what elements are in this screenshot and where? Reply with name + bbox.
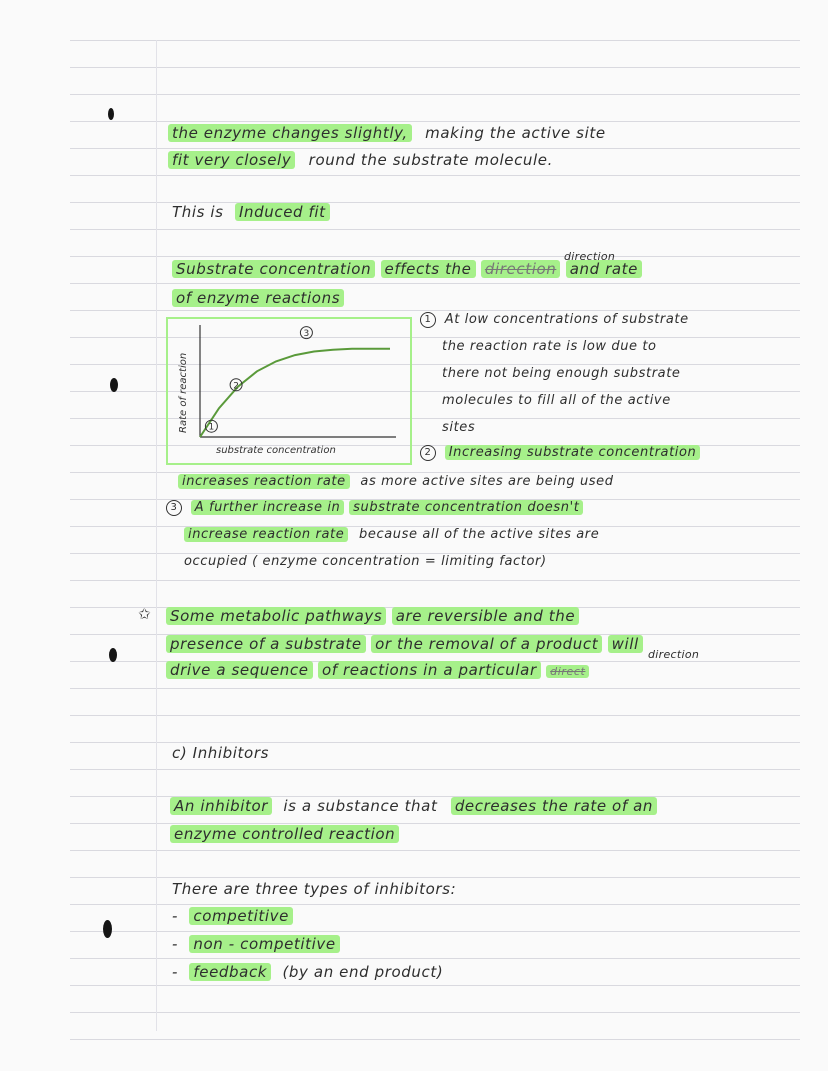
highlight: of enzyme reactions — [172, 289, 344, 307]
point-text: At low concentrations of substrate — [444, 312, 689, 327]
highlight: are reversible and the — [392, 607, 580, 625]
type-item — [172, 934, 340, 954]
highlight: fit very closely — [168, 151, 295, 169]
notes-text: (by an end product) — [282, 963, 444, 981]
x-axis-label: substrate concentration — [216, 445, 336, 456]
ruled-line — [70, 1039, 800, 1040]
point-3-line: occupied ( enzyme concentration = limiting factor) — [184, 554, 547, 569]
star-icon: ✩ — [138, 605, 152, 623]
hole-marker — [108, 108, 114, 120]
ruled-line — [70, 877, 800, 878]
point-number: 1 — [420, 312, 436, 328]
inhibitors-heading: c) Inhibitors — [172, 744, 270, 762]
highlight: of reactions in a particular — [318, 661, 541, 679]
ruled-line — [70, 283, 800, 284]
bullet: - — [172, 907, 179, 925]
struck-word: direction — [481, 260, 560, 278]
margin-line — [156, 40, 157, 1031]
highlight: competitive — [189, 907, 293, 925]
ruled-line — [70, 580, 800, 581]
ruled-line — [70, 688, 800, 689]
ruled-line — [70, 1012, 800, 1013]
struck-word: direct — [546, 665, 589, 678]
point-2-line — [178, 472, 614, 492]
inhibitor-definition-2 — [170, 824, 399, 844]
highlight: substrate concentration doesn't — [349, 500, 583, 515]
notes-line-3 — [172, 202, 330, 222]
rate-curve — [200, 349, 390, 437]
point-number: 3 — [166, 500, 182, 516]
notes-text: round the substrate molecule. — [308, 151, 553, 169]
notes-text: is a substance that — [283, 797, 438, 815]
heading-correction: direction — [564, 250, 616, 263]
notes-line-1 — [168, 123, 606, 143]
point-3 — [166, 498, 583, 518]
highlight: Increasing substrate concentration — [445, 445, 701, 460]
ruled-line — [70, 904, 800, 905]
highlight: Substrate concentration — [172, 260, 375, 278]
annotation-label: 1 — [208, 422, 215, 433]
rate-graph — [166, 317, 412, 465]
inhibitor-definition-1 — [170, 796, 657, 816]
annotation-label: 2 — [233, 381, 239, 392]
highlight: presence of a substrate — [166, 635, 366, 653]
highlight: non - competitive — [189, 935, 339, 953]
point-1-line: there not being enough substrate — [442, 366, 681, 381]
highlight: will — [608, 635, 643, 653]
highlight: decreases the rate of an — [451, 797, 657, 815]
ruled-line — [70, 121, 800, 122]
highlight: enzyme controlled reaction — [170, 825, 399, 843]
pathways-line-3 — [166, 660, 589, 682]
type-item — [172, 962, 443, 982]
point-3-line — [184, 525, 599, 545]
notes-text: This is — [172, 203, 224, 221]
pathways-line-2 — [166, 634, 643, 654]
point-number: 2 — [420, 445, 436, 461]
pathways-line-1 — [166, 606, 579, 626]
highlight: Some metabolic pathways — [166, 607, 386, 625]
highlight: Induced fit — [235, 203, 330, 221]
notes-text: making the active site — [425, 124, 606, 142]
highlight: effects the — [381, 260, 476, 278]
highlight: increases reaction rate — [178, 474, 350, 489]
ruled-line — [70, 850, 800, 851]
ruled-line — [70, 931, 800, 932]
ruled-line — [70, 229, 800, 230]
ruled-line — [70, 769, 800, 770]
ruled-line — [70, 67, 800, 68]
ruled-line — [70, 985, 800, 986]
highlight: or the removal of a product — [371, 635, 602, 653]
graph-frame — [167, 318, 411, 464]
substrate-heading-2 — [172, 288, 344, 308]
ruled-line — [70, 148, 800, 149]
ruled-line — [70, 94, 800, 95]
ruled-line — [70, 958, 800, 959]
point-2 — [420, 443, 700, 463]
point-1-line: the reaction rate is low due to — [442, 339, 657, 354]
highlight: An inhibitor — [170, 797, 272, 815]
point-1 — [420, 310, 689, 330]
y-axis-label: Rate of reaction — [178, 352, 189, 433]
ruled-line — [70, 256, 800, 257]
point-1-line: sites — [442, 420, 476, 435]
highlight: the enzyme changes slightly, — [168, 124, 412, 142]
ruled-line — [70, 715, 800, 716]
hole-marker — [103, 920, 112, 938]
ruled-line — [70, 175, 800, 176]
hole-marker — [110, 378, 118, 392]
ruled-line — [70, 40, 800, 41]
highlight: and rate — [566, 260, 642, 278]
highlight: A further increase in — [191, 500, 345, 515]
point-1-line: molecules to fill all of the active — [442, 393, 671, 408]
type-item — [172, 906, 293, 926]
annotation-label: 3 — [303, 329, 310, 340]
bullet: - — [172, 935, 179, 953]
highlight: feedback — [189, 963, 271, 981]
notes-line-2 — [168, 150, 553, 170]
pathways-correction: direction — [648, 648, 700, 661]
point-text: because all of the active sites are — [359, 527, 600, 542]
hole-marker — [109, 648, 117, 662]
bullet: - — [172, 963, 179, 981]
highlight: drive a sequence — [166, 661, 313, 679]
highlight: increase reaction rate — [184, 527, 348, 542]
types-intro: There are three types of inhibitors: — [172, 880, 457, 898]
point-text: as more active sites are being used — [360, 474, 614, 489]
